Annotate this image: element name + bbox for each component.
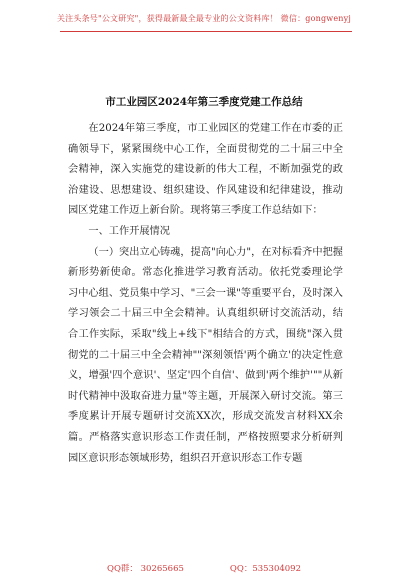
section-heading: 一、工作开展情况 bbox=[88, 225, 170, 237]
document-title: 市工业园区2024年第三季度党建工作总结 bbox=[105, 96, 303, 108]
subsection-paragraph: （一）突出立心铸魂，提高"向心力"，在对标看齐中把握新形势新使命。常态化推进学习教育活动。依托党委理论学习中心组、党员集中学习、"三会一课"等重要平台，及时深入学习领会二十届三中全会精神。认真组织研讨交流活动，结合工作实际，采取"线上+线下"相结合的方式，围绕"深入贯彻党的二十届三中全会精神""深刻领悟'两个确立'的决定性意义，增强'四个意识'、坚定'四个自信'、做到'两个维护'""从新时代精神中汲取奋进力量"等主题，开展深入研讨交流。第三季度累计开展专题研讨交流XX次，形成交流发言材料XX余篇。严格落实意识形态工作责任制，严格按照要求分析研判园区意识形态领域形势，组织召开意识形态工作专题 bbox=[68, 246, 343, 464]
footer-qq-group: QQ群： 30265665 bbox=[106, 564, 184, 574]
footer-qq-number: QQ：535304092 bbox=[229, 564, 301, 574]
header-divider bbox=[60, 31, 352, 32]
header-banner: 关注头条号"公文研究"，获得最新最全最专业的公文资料库！ 微信：gongwenyj bbox=[56, 14, 352, 23]
intro-paragraph: 在2024年第三季度，市工业园区的党建工作在市委的正确领导下，紧紧围绕中心工作，全面贯彻党的二十届三中全会精神，深入实施党的建设新的伟大工程，不断加强党的政治建设、思想建设、组织建设、作风建设和纪律建设，推动园区党建工作迈上新台阶。现将第三季度工作总结如下： bbox=[68, 123, 343, 217]
document-body bbox=[68, 119, 343, 469]
footer-contacts bbox=[0, 562, 408, 574]
